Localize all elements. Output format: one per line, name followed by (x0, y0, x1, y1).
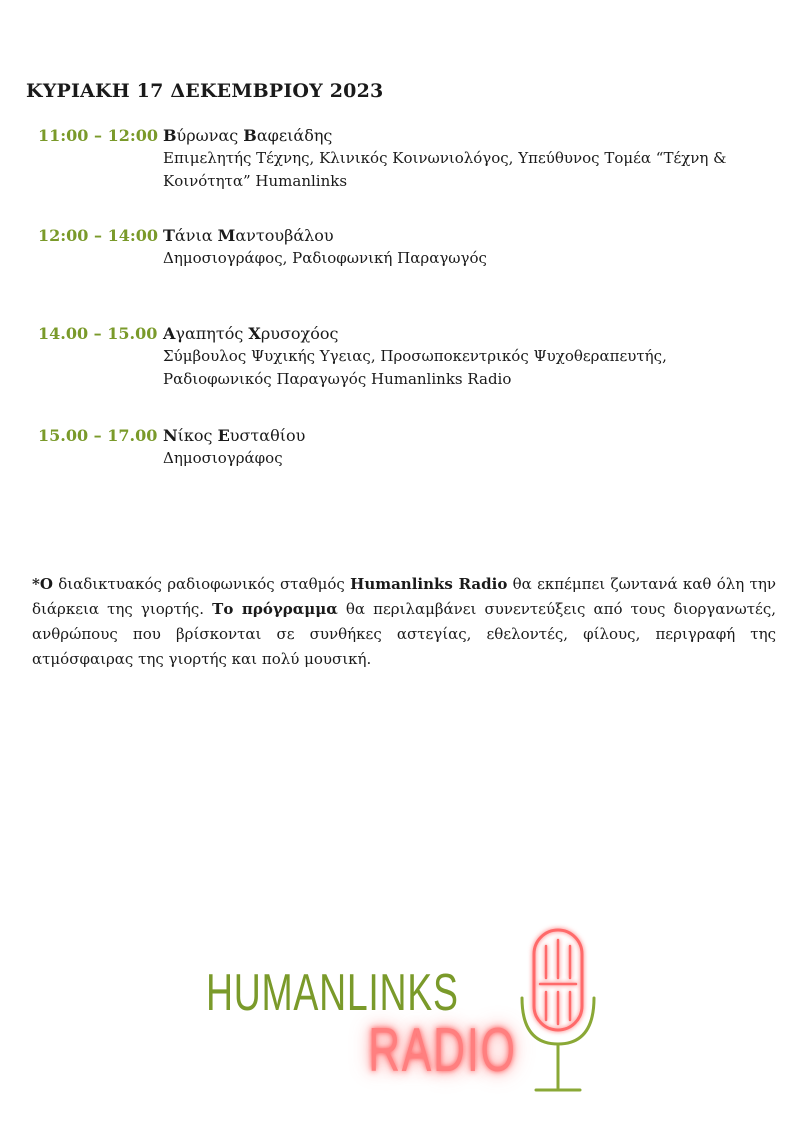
speaker-name: Βύρωνας Βαφειάδης (163, 126, 333, 145)
logo-wordmark: HUMANLINKS (206, 964, 459, 1022)
schedule-slot (38, 322, 758, 391)
speaker-name: Νίκος Ευσταθίου (163, 426, 306, 445)
slot-info (163, 124, 758, 193)
slot-info (163, 224, 758, 270)
slot-time: 11:00 – 12:00 (38, 126, 159, 145)
slot-info (163, 322, 758, 391)
humanlinks-radio-logo (200, 915, 620, 1095)
speaker-role-line: Ραδιοφωνικός Παραγωγός Humanlinks Radio (163, 370, 512, 388)
radio-note: *Ο διαδικτυακός ραδιοφωνικός σταθμός Humanlinks Radio θα εκπέμπει ζωντανά καθ όλη την διάρκεια της γιορτής. Το πρόγραμμα θα περιλαμβάνει συνεντεύξεις από τους διοργανωτές, ανθρώπους που βρίσκονται σε συνθήκες αστεγίας, εθελοντές, φίλους, περιγραφή της ατμόσφαιρας της γιορτής και πολύ μουσική. (32, 575, 776, 668)
speaker-name: Τάνια Μαντουβάλου (163, 226, 334, 245)
schedule-slot (38, 424, 758, 470)
note-marker: *Ο (32, 575, 53, 593)
day-title: ΚΥΡΙΑΚΗ 17 ΔΕΚΕΜΒΡΙΟΥ 2023 (26, 80, 384, 102)
slot-info (163, 424, 758, 470)
speaker-name: Αγαπητός Χρυσοχόος (163, 324, 339, 343)
speaker-role-line: Επιμελητής Τέχνης, Κλινικός Κοινωνιολόγος, Υπεύθυνος Τομέα “Τέχνη & (163, 149, 727, 167)
slot-time: 14.00 – 15.00 (38, 324, 158, 343)
speaker-role-line: Κοινότητα” Humanlinks (163, 172, 348, 190)
slot-time: 12:00 – 14:00 (38, 226, 159, 245)
speaker-role-line: Σύμβουλος Ψυχικής Υγειας, Προσωποκεντρικός Ψυχοθεραπευτής, (163, 347, 667, 365)
slot-time: 15.00 – 17.00 (38, 426, 158, 445)
schedule-slot (38, 224, 758, 270)
speaker-role-line: Δημοσιογράφος, Ραδιοφωνική Παραγωγός (163, 249, 487, 267)
speaker-role-line: Δημοσιογράφος (163, 449, 283, 467)
program-label: Το πρόγραμμα (212, 600, 338, 618)
logo-radio-neon: RADIO (368, 1016, 517, 1085)
schedule-slot (38, 124, 758, 193)
microphone-icon (508, 920, 608, 1095)
station-name: Humanlinks Radio (350, 575, 508, 593)
